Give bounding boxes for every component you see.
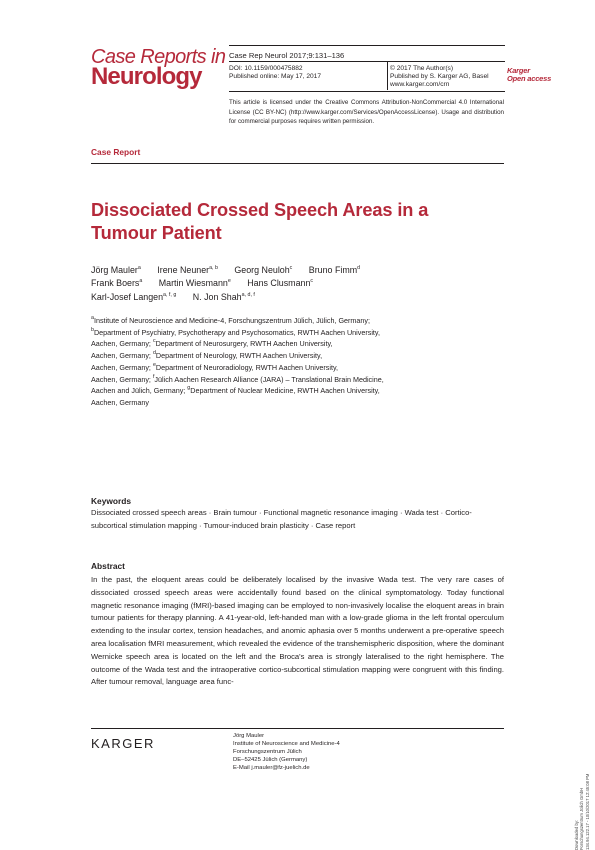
article-type: Case Report bbox=[91, 147, 141, 157]
author: Hans Clusmann$^c$ bbox=[247, 278, 314, 289]
karger-logo: KARGER bbox=[91, 736, 155, 751]
oa-logo-line2: Open access bbox=[507, 73, 552, 83]
header-rule-2 bbox=[229, 61, 505, 62]
keywords-heading: Keywords bbox=[91, 496, 132, 506]
header-top-rule bbox=[229, 45, 505, 46]
author: Bruno Fimm$^d$ bbox=[308, 265, 361, 275]
citation: Case Rep Neurol 2017;9:131–136 bbox=[229, 51, 345, 60]
affiliation-line: $^a$Institute of Neuroscience and Medicine-4, Forschungszentrum Jülich, Jülich, Germany; bbox=[91, 315, 370, 325]
karger-open-access-logo bbox=[507, 67, 551, 82]
author: Frank Boers$^a$ bbox=[91, 278, 143, 289]
author: Karl-Josef Langen$^{a, f, g}$ bbox=[91, 291, 177, 302]
affiliation-line: Aachen, Germany bbox=[91, 397, 149, 407]
oa-logo-line1: Karger bbox=[507, 66, 530, 75]
abstract-heading: Abstract bbox=[91, 561, 125, 571]
header-divider bbox=[387, 61, 388, 90]
contact-city: DE–52425 Jülich (Germany) bbox=[233, 757, 308, 764]
copyright: © 2017 The Author(s) bbox=[390, 65, 454, 72]
affiliation-line: Aachen, Germany; $^d$Department of Neurology, RWTH Aachen University, bbox=[91, 350, 323, 361]
affiliation-line: Aachen, Germany; $^c$Department of Neurosurgery, RWTH Aachen University, bbox=[91, 338, 333, 349]
author: Martin Wiesmann$^e$ bbox=[158, 278, 231, 289]
affiliation-line: Aachen, Germany; $^e$Department of Neuroradiology, RWTH Aachen University, bbox=[91, 361, 339, 372]
header-rule-3 bbox=[229, 91, 505, 92]
contact-name: Jörg Mauler bbox=[233, 733, 265, 739]
license-text: This article is licensed under the Creative Commons Attribution-NonCommercial 4.0 International License (CC BY-NC) (http://www.karger.com/Services/OpenAccessLicense). Usage and distribution for commercial purposes requires written permission. bbox=[229, 99, 504, 125]
footer-rule bbox=[91, 728, 504, 729]
author: Irene Neuner$^{a, b}$ bbox=[157, 265, 218, 275]
author: Jörg Mauler$^a$ bbox=[91, 265, 141, 275]
doi: DOI: 10.1159/000475882 bbox=[229, 65, 303, 72]
journal-website[interactable]: www.karger.com/crn bbox=[390, 81, 450, 88]
article-type-rule bbox=[91, 163, 504, 164]
correspondence-address bbox=[233, 732, 340, 772]
abstract-text: In the past, the eloquent areas could be deliberately localised by the invasive Wada test. The very rare cases of dissociated crossed speech areas were accidentally found based on the clinical symptomatology. Today functional magnetic resonance imaging (fMRI)-based imaging can be employed to non-invasively localise the eloquent areas in brain tumour patients for therapy planning. A 41-year-old, left-handed man with a low-grade glioma in the left frontal operculum extending to the insular cortex, tension headaches, and anomic aphasia over 5 months underwent a pre-operative speech area localisation fMRI measurement, which revealed the evidence of the transhemispheric disposition, where the dominant Wernicke speech area is located on the left and the Broca's area is strongly lateralised to the right hemisphere. The outcome of the Wada test and the intraoperative cortico-subcortical stimulation mapping were congruent with this finding. After tumour removal, language area func- bbox=[91, 575, 504, 687]
contact-organisation: Forschungszentrum Jülich bbox=[233, 749, 302, 756]
keywords-text: Dissociated crossed speech areas · Brain tumour · Functional magnetic resonance imaging · Wada test · Cortico-subcortical stimulation mapping · Tumour-induced brain plasticity · Case report bbox=[91, 508, 472, 530]
journal-logo-line2: Neurology bbox=[91, 63, 202, 90]
download-watermark: Downloaded by: Forschungszentrum Jülich GmbH 134.94.122.17 - 10/10/2017 12:45:08 PM bbox=[574, 773, 590, 850]
affiliation-line: Aachen and Jülich, Germany; $^g$Department of Nuclear Medicine, RWTH Aachen University, bbox=[91, 385, 380, 396]
publisher-line: Published by S. Karger AG, Basel bbox=[390, 73, 489, 80]
author: Georg Neuloh$^c$ bbox=[234, 265, 293, 275]
contact-email[interactable]: E-Mail j.mauler@fz-juelich.de bbox=[233, 765, 310, 772]
author-list bbox=[91, 264, 511, 304]
contact-institute: Institute of Neuroscience and Medicine-4 bbox=[233, 741, 340, 748]
affiliation-line: $^b$Department of Psychiatry, Psychotherapy and Psychosomatics, RWTH Aachen University, bbox=[91, 326, 380, 337]
author: N. Jon Shah$^{a, d, f}$ bbox=[192, 291, 255, 302]
journal-logo-line1: Case Reports in bbox=[91, 46, 226, 68]
published-online: Published online: May 17, 2017 bbox=[229, 73, 322, 80]
affiliations bbox=[91, 315, 504, 409]
article-title: Dissociated Crossed Speech Areas in a Tumour Patient bbox=[91, 200, 429, 243]
affiliation-line: Aachen, Germany; $^f$Jülich Aachen Research Alliance (JARA) – Translational Brain Medicine, bbox=[91, 373, 384, 384]
